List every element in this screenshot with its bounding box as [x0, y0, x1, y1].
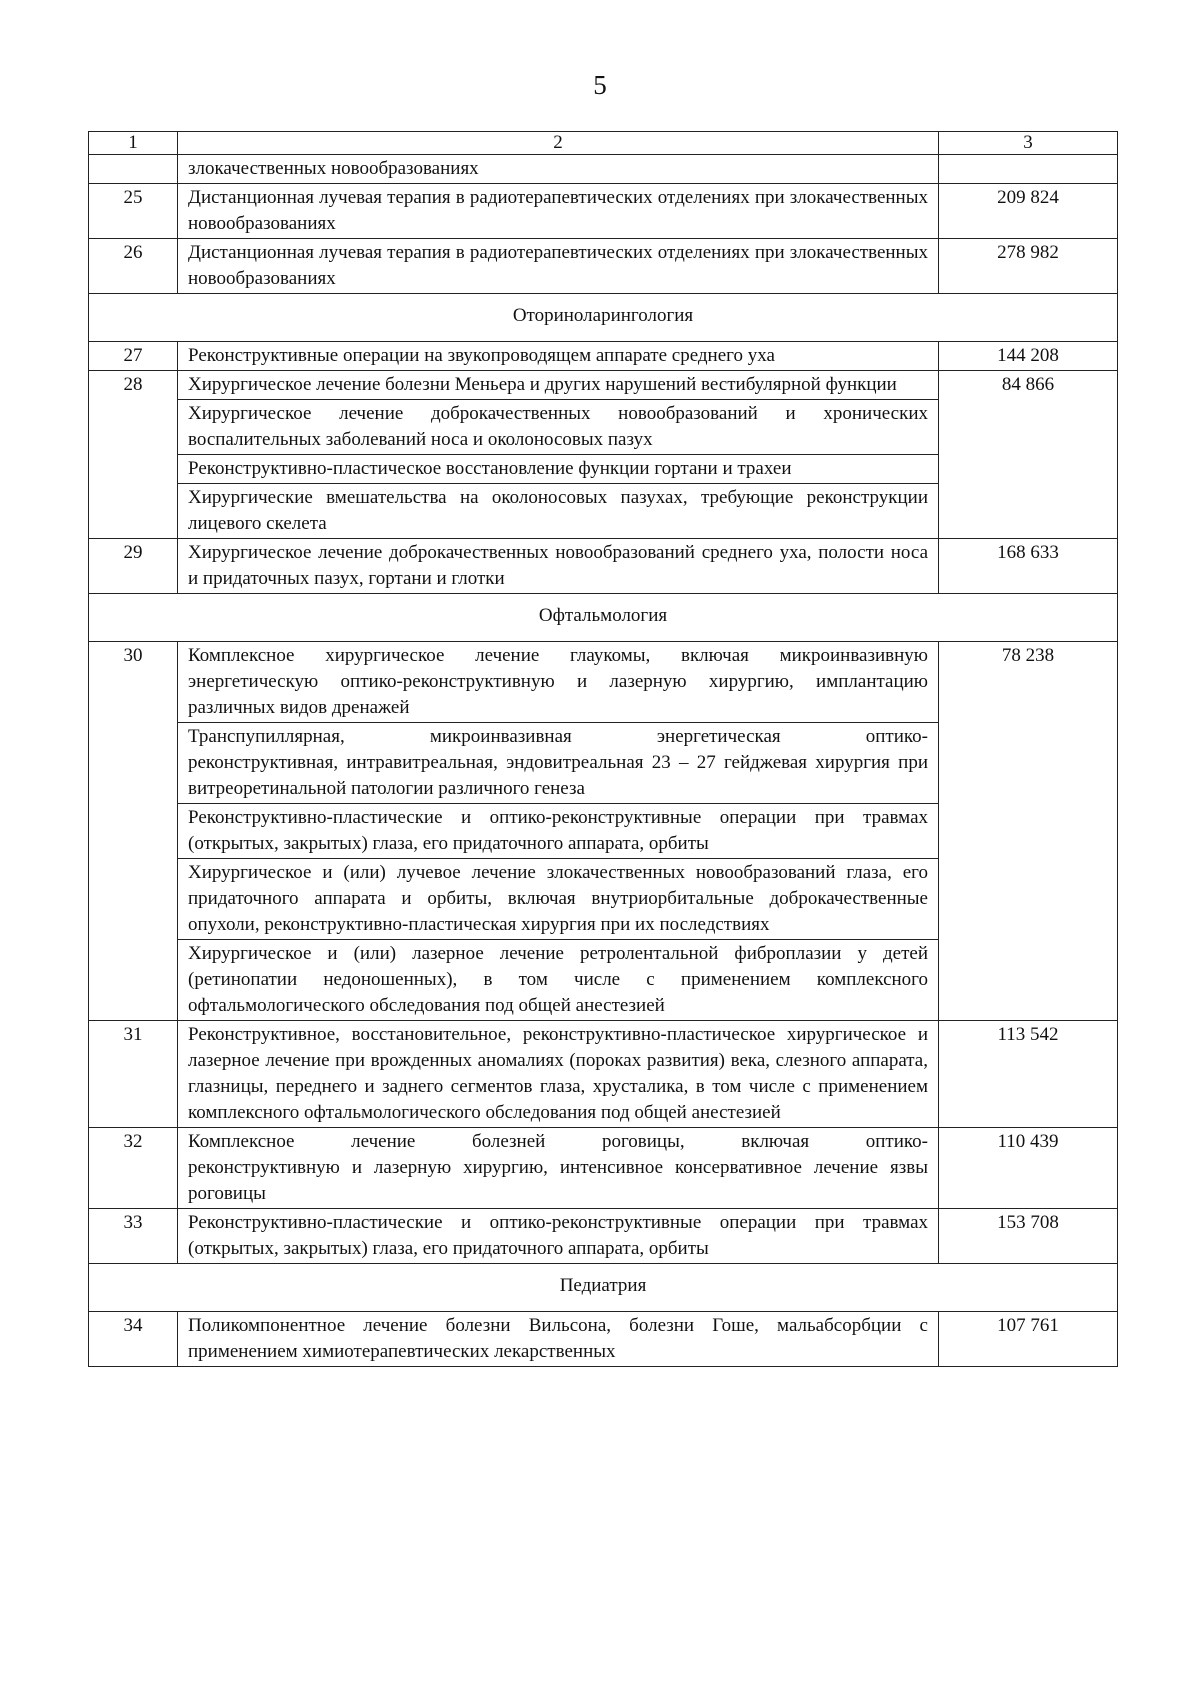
description-text: Реконструктивные операции на звукопроводящем аппарате среднего уха: [188, 345, 775, 366]
section-row: [89, 1264, 1118, 1312]
column-header-2: 2: [178, 132, 939, 155]
value: 110 439: [939, 1128, 1118, 1209]
table-row: [89, 342, 1118, 371]
value: 84 866: [939, 371, 1118, 539]
table-row: [89, 642, 1118, 723]
table-row: [89, 1021, 1118, 1128]
description-cell: [178, 184, 939, 239]
row-number: 34: [89, 1312, 178, 1367]
description-cell: [178, 155, 939, 184]
description-text: реконструктивную и лазерную хирургию, интенсивное консервативное лечение язвы роговицы: [188, 1157, 928, 1204]
table-row: [89, 539, 1118, 594]
description-cell: [178, 539, 939, 594]
description-cell: [178, 371, 939, 400]
description-cell: [178, 342, 939, 371]
section-title: Педиатрия: [89, 1264, 1118, 1312]
description-text: Хирургическое и (или) лучевое лечение злокачественных новообразований глаза, его придаточного аппарата и орбиты, включая внутриорбитальные доброкачественные опухоли, реконструктивно-пластическая хирургия при их последствиях: [188, 862, 928, 935]
section-title: Оториноларингология: [89, 294, 1118, 342]
description-cell: [178, 940, 939, 1021]
row-number: 29: [89, 539, 178, 594]
table-row: [89, 155, 1118, 184]
description-text: злокачественных новообразованиях: [188, 158, 479, 179]
row-number: 26: [89, 239, 178, 294]
value: 78 238: [939, 642, 1118, 1021]
table-header-row: [89, 132, 1118, 155]
value: 107 761: [939, 1312, 1118, 1367]
description-text: Хирургическое и (или) лазерное лечение ретролентальной фиброплазии у детей (ретинопатии недоношенных), в том числе с применением комплексного офтальмологического обследования под общей анестезией: [188, 943, 928, 1016]
description-cell: [178, 1312, 939, 1367]
table-row: [89, 239, 1118, 294]
section-row: [89, 594, 1118, 642]
description-cell: [178, 239, 939, 294]
description-cell: [178, 484, 939, 539]
description-cell: [178, 723, 939, 804]
table-row: [89, 1209, 1118, 1264]
row-number: 31: [89, 1021, 178, 1128]
description-text: Дистанционная лучевая терапия в радиотерапевтических отделениях при злокачественных новообразованиях: [188, 187, 928, 234]
description-text: Комплексное лечение болезней роговицы, включая оптико-: [188, 1131, 928, 1152]
description-text: Хирургическое лечение болезни Меньера и других нарушений вестибулярной функции: [188, 374, 897, 395]
value: 144 208: [939, 342, 1118, 371]
section-row: [89, 294, 1118, 342]
description-text: Комплексное хирургическое лечение глаукомы, включая микроинвазивную энергетическую оптико-реконструктивную и лазерную хирургию, имплантацию различных видов дренажей: [188, 645, 928, 718]
page-number: 5: [593, 70, 607, 100]
row-number: 27: [89, 342, 178, 371]
value-cell: [939, 155, 1118, 184]
table-row: [89, 1312, 1118, 1367]
row-number: 25: [89, 184, 178, 239]
description-text: Транспупиллярная, микроинвазивная энергетическая оптико-: [188, 726, 928, 747]
table-row: [89, 371, 1118, 400]
description-cell: [178, 1209, 939, 1264]
table-row: [89, 184, 1118, 239]
description-text: Хирургическое лечение доброкачественных новообразований и хронических воспалительных заболеваний носа и околоносовых пазух: [188, 403, 928, 450]
column-header-3: 3: [939, 132, 1118, 155]
value: 113 542: [939, 1021, 1118, 1128]
description-cell: [178, 859, 939, 940]
description-text: Поликомпонентное лечение болезни Вильсона, болезни Гоше, мальабсорбции с применением химиотерапевтических лекарственных: [188, 1315, 928, 1362]
description-text: Реконструктивно-пластическое восстановление функции гортани и трахеи: [188, 458, 792, 479]
table-row: [89, 1128, 1118, 1209]
services-table: [88, 131, 1118, 1367]
description-cell: [178, 400, 939, 455]
description-text: реконструктивная, интравитреальная, эндовитреальная 23 – 27 гейджевая хирургия при витреоретинальной патологии различного генеза: [188, 752, 928, 799]
description-cell: [178, 1021, 939, 1128]
description-cell: [178, 455, 939, 484]
row-number-cell: [89, 155, 178, 184]
description-text: Хирургическое лечение доброкачественных новообразований среднего уха, полости носа и придаточных пазух, гортани и глотки: [188, 542, 928, 589]
row-number: 28: [89, 371, 178, 539]
section-title: Офтальмология: [89, 594, 1118, 642]
row-number: 30: [89, 642, 178, 1021]
value: 278 982: [939, 239, 1118, 294]
description-text: Реконструктивно-пластические и оптико-реконструктивные операции при травмах (открытых, закрытых) глаза, его придаточного аппарата, орбиты: [188, 807, 928, 854]
description-text: Реконструктивно-пластические и оптико-реконструктивные операции при травмах (открытых, закрытых) глаза, его придаточного аппарата, орбиты: [188, 1212, 928, 1259]
row-number: 32: [89, 1128, 178, 1209]
description-text: Дистанционная лучевая терапия в радиотерапевтических отделениях при злокачественных новообразованиях: [188, 242, 928, 289]
value: 168 633: [939, 539, 1118, 594]
column-header-1: 1: [89, 132, 178, 155]
row-number: 33: [89, 1209, 178, 1264]
description-text: Хирургические вмешательства на околоносовых пазухах, требующие реконструкции лицевого скелета: [188, 487, 928, 534]
description-cell: [178, 642, 939, 723]
value: 209 824: [939, 184, 1118, 239]
description-cell: [178, 804, 939, 859]
description-text: Реконструктивное, восстановительное, реконструктивно-пластическое хирургическое и лазерное лечение при врожденных аномалиях (пороках развития) века, слезного аппарата, глазницы, переднего и заднего сегментов глаза, хрусталика, в том числе с применением комплексного офтальмологического обследования под общей анестезией: [188, 1024, 928, 1123]
description-cell: [178, 1128, 939, 1209]
value: 153 708: [939, 1209, 1118, 1264]
